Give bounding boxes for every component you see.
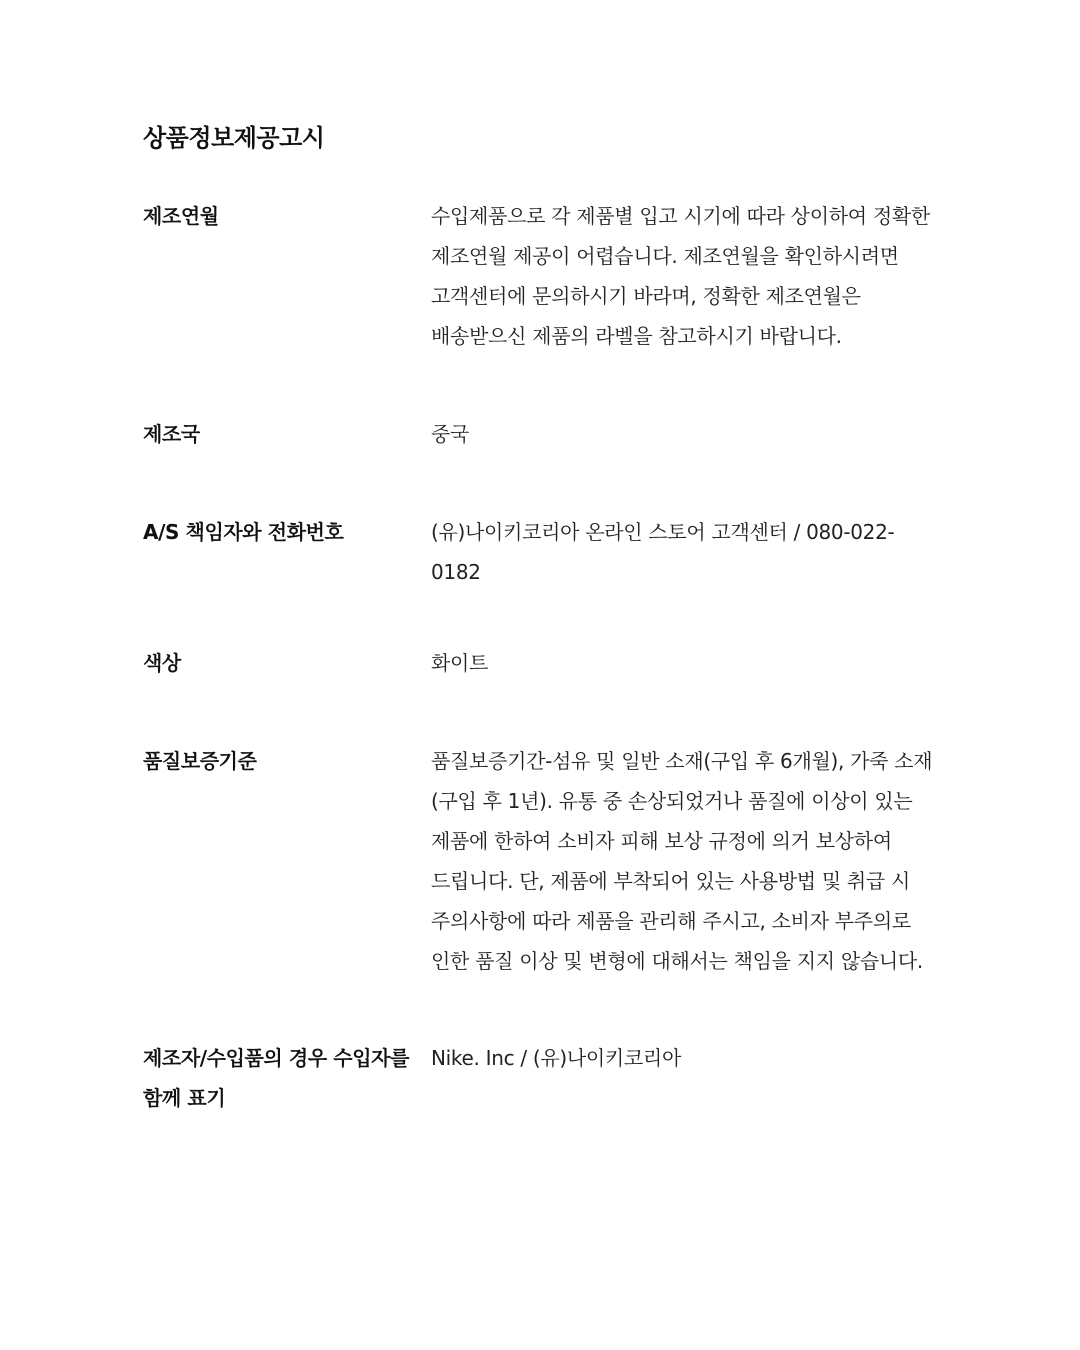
info-row-manufacture-date (143, 196, 940, 356)
info-row-quality-warranty (143, 741, 940, 981)
info-value: Nike. Inc / (유)나이키코리아 (431, 1046, 681, 1070)
info-table (143, 196, 940, 1118)
info-value: (유)나이키코리아 온라인 스토어 고객센터 / 080-022-0182 (431, 520, 895, 584)
info-value: 중국 (431, 422, 470, 446)
info-value: 화이트 (431, 651, 489, 675)
info-row-country-of-origin (143, 414, 940, 454)
info-label: A/S 책임자와 전화번호 (143, 520, 344, 544)
info-row-manufacturer-importer (143, 1038, 940, 1118)
info-value: 수입제품으로 각 제품별 입고 시기에 따라 상이하여 정확한 제조연월 제공이 어렵습니다. 제조연월을 확인하시려면 고객센터에 문의하시기 바라며, 정확한 제조연월은 배송받으신 제품의 라벨을 참고하시기 바랍니다. (431, 204, 930, 348)
info-value: 품질보증기간-섬유 및 일반 소재(구입 후 6개월), 가죽 소재(구입 후 1년). 유통 중 손상되었거나 품질에 이상이 있는 제품에 한하여 소비자 피해 보상 규정에 의거 보상하여 드립니다. 단, 제품에 부착되어 있는 사용방법 및 취급 시 주의사항에 따라 제품을 관리해 주시고, 소비자 부주의로 인한 품질 이상 및 변형에 대해서는 책임을 지지 않습니다. (431, 749, 933, 973)
info-row-color (143, 643, 940, 683)
section-title: 상품정보제공고시 (143, 124, 325, 152)
info-label: 제조국 (143, 422, 200, 446)
info-label: 색상 (143, 651, 181, 675)
info-label: 제조연월 (143, 204, 219, 228)
info-label: 품질보증기준 (143, 749, 257, 773)
info-label: 제조자/수입품의 경우 수입자를 함께 표기 (143, 1046, 409, 1110)
info-row-as-contact (143, 512, 940, 592)
